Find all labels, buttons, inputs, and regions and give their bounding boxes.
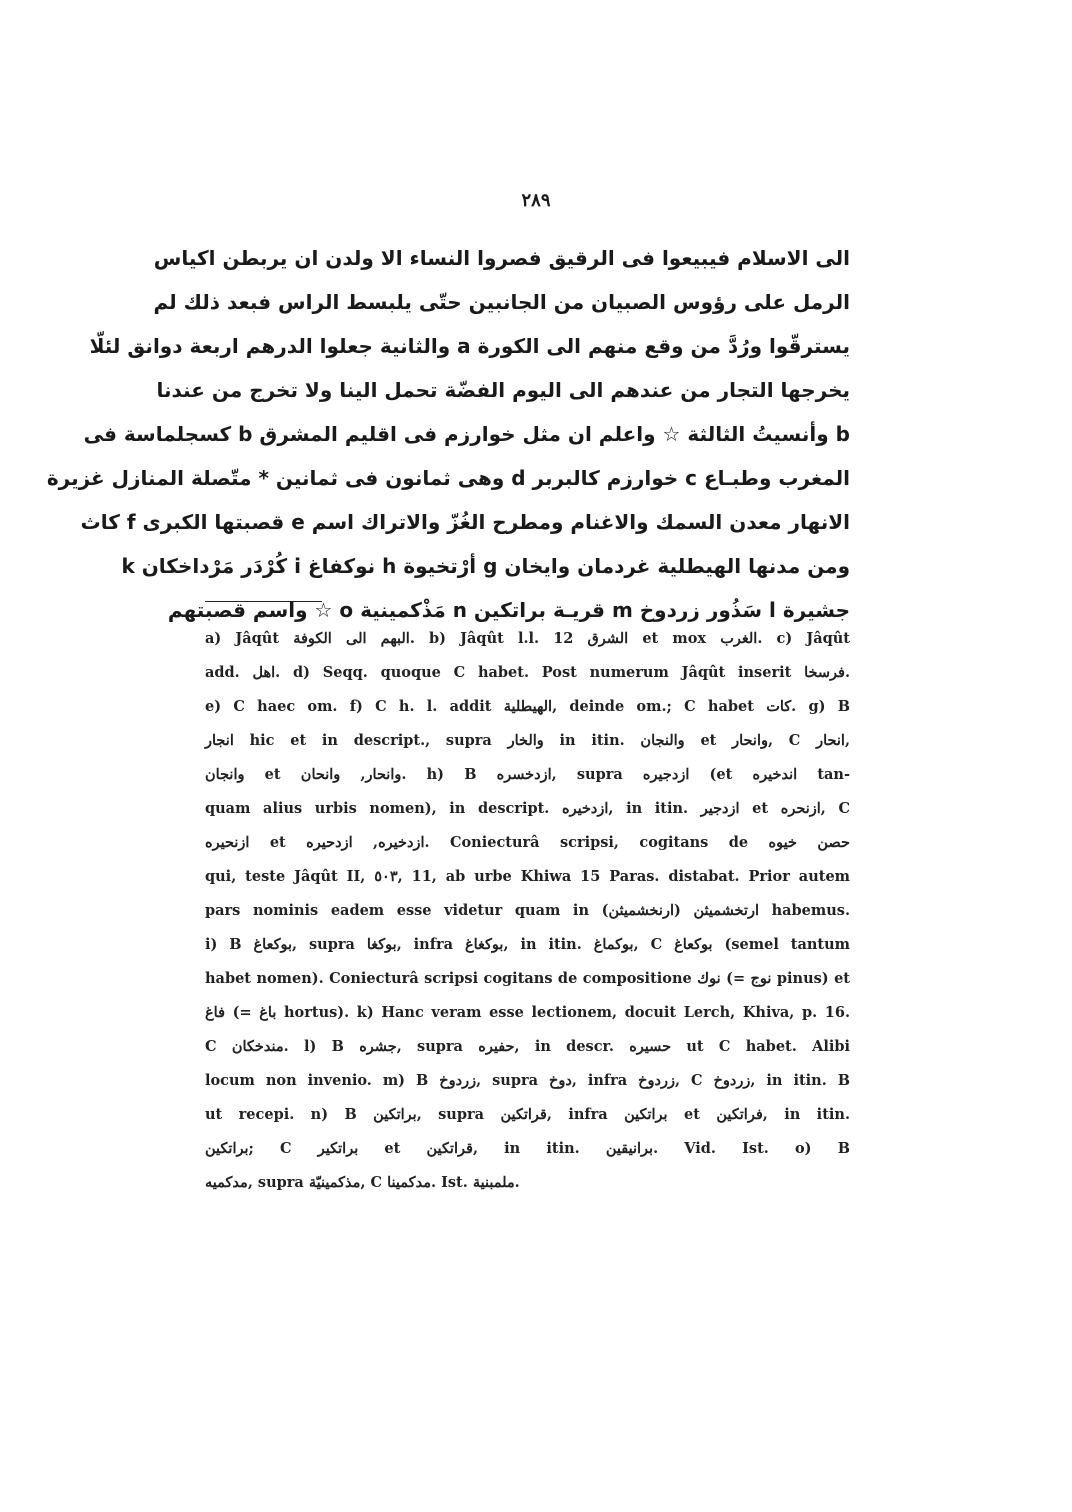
main-text-line: الرمل على رؤوس الصبيان من الجانبين حتّى يلبسط الراس فبعد ذلك لم [153, 290, 850, 314]
footnote-line: locum non invenio. m) B زردوخ, supra دوخ, infra زردوخ, C زردوخ, in itin. B [205, 1072, 850, 1089]
footnote-line: براتكين; C براتكير et قراتكين, in itin. برانيقين. Vid. Ist. o) B [205, 1140, 850, 1157]
footnote-divider [205, 601, 322, 602]
main-text-line: الى الاسلام فيبيعوا فى الرقيق فصروا النساء الا ولدن ان يربطن اكياس [153, 246, 850, 270]
footnotes-block [205, 622, 850, 1200]
footnote-line: e) C haec om. f) C h. l. addit الهيطلية, deinde om.; C habet كات. g) B [205, 698, 851, 715]
main-text-line: يخرجها التجار من عندهم الى اليوم الفضّة تحمل الينا ولا تخرج من عندنا [156, 378, 850, 402]
main-text-line: ومن مدنها الهيطلية غردمان وايخان g أرْتخيوة h نوكفاغ i كُرْدَر مَرْداخكان k [121, 554, 850, 578]
footnote-line: وانجان et وانحار, وانحان. h) B ازدخسره, supra ازدجيره (et اندخيره tan- [205, 766, 850, 783]
main-text-line: جشيرة l سَذُور زردوخ m قريـة براتكين n مَذْكمينية o ☆ واسم قصبتهم [167, 598, 850, 622]
main-text-block [46, 236, 850, 632]
footnote-line: فاغ (= باغ hortus). k) Hanc veram esse lectionem, docuit Lerch, Khiva, p. 16. [205, 1004, 850, 1021]
page-number: ٢٨٩ [521, 190, 551, 211]
footnote-line: habet nomen). Coniecturâ scripsi cogitans de compositione نوك (= نوج pinus) et [205, 970, 851, 987]
footnote-line: مدكميه, supra مذكمينيّة, C مدكمينا. Ist. ملمبنية. [205, 1174, 520, 1191]
footnote-line: pars nominis eadem esse videtur quam in ارتخشميثن (ارنخشميثن) habemus. [205, 902, 851, 919]
footnote-line: ازنحيره et ازدخيره, ازدحيره. Coniecturâ scripsi, cogitans de حصن خيوه [205, 834, 850, 851]
footnote-line: add. اهل. d) Seqq. quoque C habet. Post numerum Jâqût inserit فرسخا. [205, 664, 850, 681]
main-text-line: b وأنسيتُ الثالثة ☆ واعلم ان مثل خوارزم فى اقليم المشرق b كسجلماسة فى [83, 422, 850, 446]
footnote-line: quam alius urbis nomen), in descript. ازدخيره, in itin. ازدجير et ازنحره, C [205, 800, 850, 817]
main-text-line: يسترقّوا ورُدَّ من وقع منهم الى الكورة a والثانية جعلوا الدرهم اربعة دوانق لئلّا [89, 334, 850, 358]
footnote-line: qui, teste Jâqût II, ٥٠٣, 11, ab urbe Khiwa 15 Paras. distabat. Prior autem [205, 868, 851, 885]
footnote-line: ut recepi. n) B براتكين, supra قراتكين, infra براتكين et فراتكين, in itin. [205, 1106, 850, 1123]
footnote-line: a) Jâqût البهم الى الكوفة. b) Jâqût l.l. 12 الشرق et mox الغرب. c) Jâqût [205, 630, 850, 647]
main-text-line: الانهار معدن السمك والاغنام ومطرح الغُزّ والاتراك اسم e قصبتها الكبرى f كاث [80, 510, 850, 534]
footnote-line: C مندخكان. l) B جشره, supra حفيره, in descr. حسيره ut C habet. Alibi [205, 1038, 850, 1055]
footnote-line: i) B بوكعاغ, supra بوكغا, infra بوكغاغ, in itin. بوكماغ, C بوكعاغ (semel tantum [205, 936, 850, 953]
footnote-line: انجار hic et in descript., supra والخار in itin. والنجان et وانحار, C انحار, [205, 732, 851, 749]
main-text-line: المغرب وطبـاع c خوارزم كالبربر d وهى ثمانون فى ثمانين * متّصلة المنازل غزيرة [46, 466, 850, 490]
